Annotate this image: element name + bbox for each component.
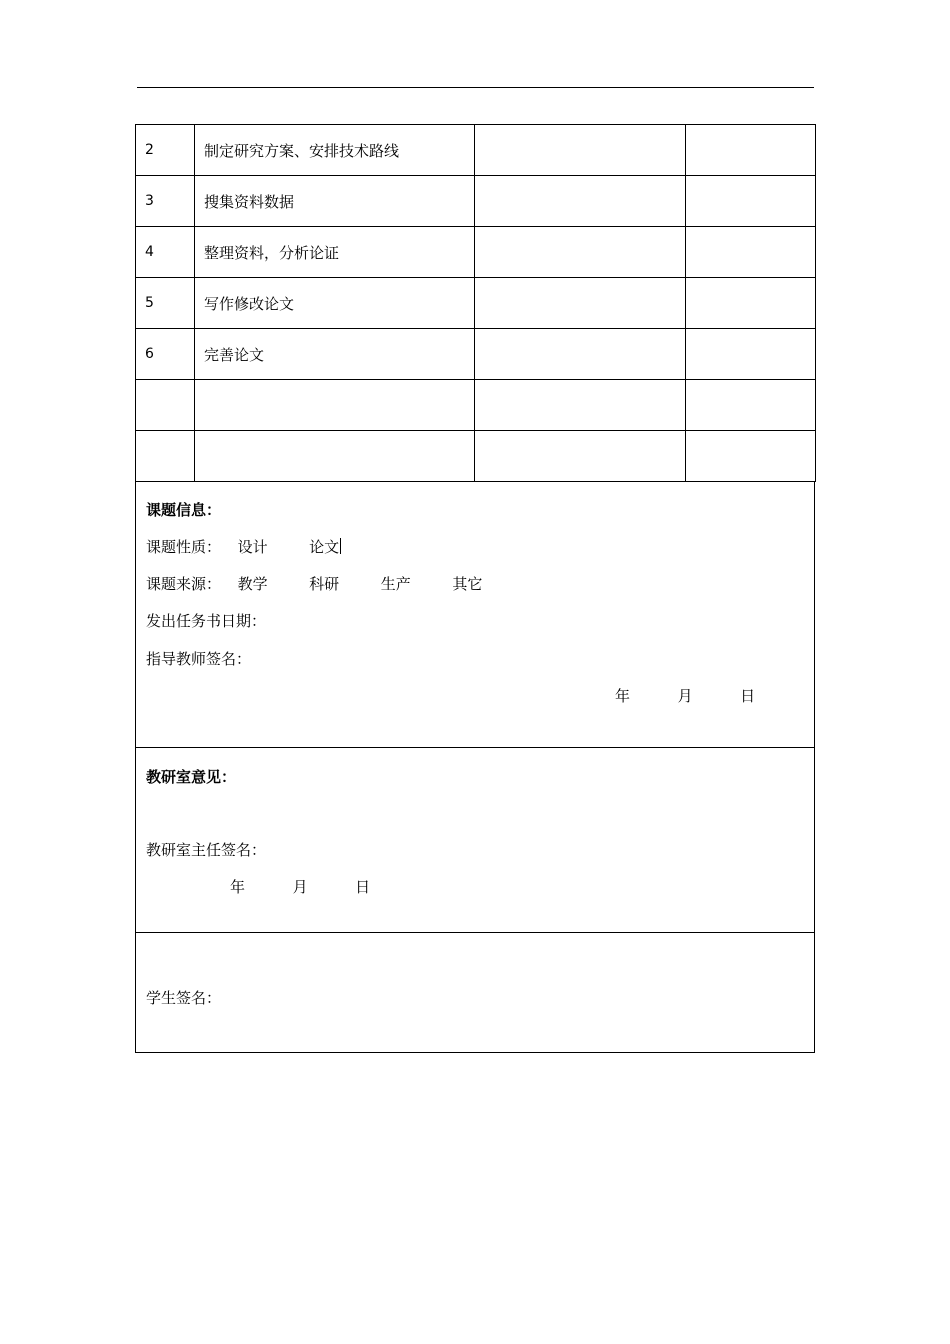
table-row (136, 227, 816, 278)
topic-nature-label: 课题性质： (146, 538, 222, 556)
time-cell[interactable] (475, 380, 686, 431)
topic-source-label: 课题来源： (146, 575, 222, 593)
date-month: 月 (292, 878, 308, 896)
note-cell[interactable] (686, 278, 816, 329)
row-number: 4 (136, 227, 195, 278)
row-number[interactable] (136, 431, 195, 482)
task-cell: 整理资料，分析论证 (195, 227, 475, 278)
task-cell: 搜集资料数据 (195, 176, 475, 227)
date-day: 日 (355, 878, 371, 896)
note-cell[interactable] (686, 329, 816, 380)
source-option-production[interactable]: 生产 (380, 575, 411, 593)
task-form (135, 124, 815, 1053)
note-cell[interactable] (686, 431, 816, 482)
header-rule (137, 87, 814, 88)
source-option-research[interactable]: 科研 (309, 575, 340, 593)
time-cell[interactable] (475, 278, 686, 329)
task-cell[interactable] (195, 431, 475, 482)
task-cell[interactable] (195, 380, 475, 431)
director-sign-date (230, 876, 370, 897)
table-row (136, 380, 816, 431)
advisor-sign-date (615, 685, 755, 706)
row-number: 5 (136, 278, 195, 329)
nature-option-design[interactable]: 设计 (237, 538, 268, 556)
text-cursor (340, 538, 341, 554)
time-cell[interactable] (475, 176, 686, 227)
row-number[interactable] (136, 380, 195, 431)
student-sign-section (135, 933, 815, 1053)
row-number: 2 (136, 125, 195, 176)
topic-info-section (135, 482, 815, 748)
note-cell[interactable] (686, 125, 816, 176)
note-cell[interactable] (686, 227, 816, 278)
date-month: 月 (677, 687, 693, 705)
note-cell[interactable] (686, 380, 816, 431)
time-cell[interactable] (475, 329, 686, 380)
schedule-table (135, 124, 816, 482)
date-day: 日 (740, 687, 756, 705)
dept-opinion-section (135, 748, 815, 933)
advisor-sign-label: 指导教师签名： (146, 650, 252, 668)
row-number: 6 (136, 329, 195, 380)
task-cell: 制定研究方案、安排技术路线 (195, 125, 475, 176)
time-cell[interactable] (475, 125, 686, 176)
table-row (136, 125, 816, 176)
time-cell[interactable] (475, 431, 686, 482)
table-row (136, 176, 816, 227)
issue-date-label: 发出任务书日期： (146, 612, 267, 630)
task-cell: 写作修改论文 (195, 278, 475, 329)
table-row (136, 329, 816, 380)
date-year: 年 (615, 687, 631, 705)
row-number: 3 (136, 176, 195, 227)
table-row (136, 431, 816, 482)
task-cell: 完善论文 (195, 329, 475, 380)
student-sign-label: 学生签名： (146, 989, 222, 1007)
dept-opinion-heading: 教研室意见： (146, 768, 237, 786)
source-option-other[interactable]: 其它 (452, 575, 483, 593)
topic-info-heading: 课题信息： (146, 501, 222, 519)
table-row (136, 278, 816, 329)
source-option-teaching[interactable]: 教学 (237, 575, 268, 593)
nature-option-thesis[interactable]: 论文 (309, 538, 340, 556)
note-cell[interactable] (686, 176, 816, 227)
topic-source-row (146, 573, 482, 594)
topic-nature-row (146, 536, 341, 557)
director-sign-label: 教研室主任签名： (146, 841, 267, 859)
date-year: 年 (230, 878, 246, 896)
time-cell[interactable] (475, 227, 686, 278)
